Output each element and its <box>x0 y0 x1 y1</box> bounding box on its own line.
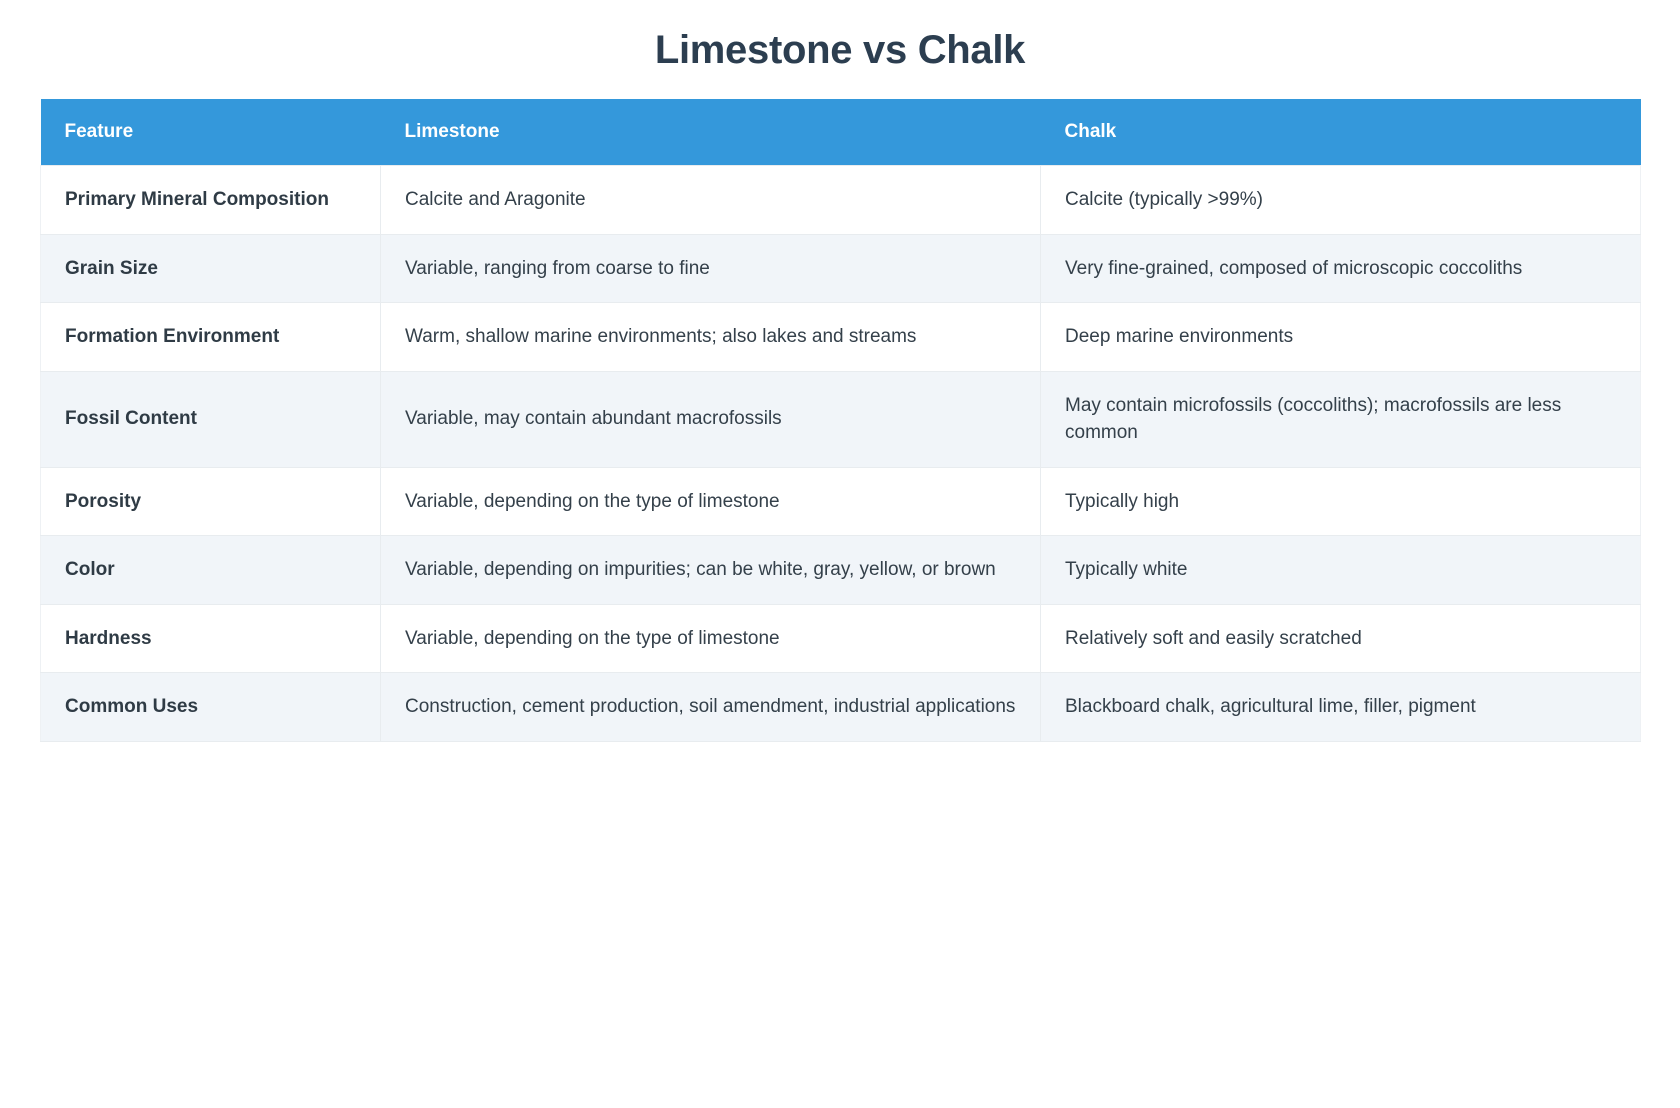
comparison-table <box>40 99 1641 742</box>
table-row <box>41 234 1641 303</box>
table-row <box>41 604 1641 673</box>
row-chalk-value: Deep marine environments <box>1041 303 1641 372</box>
row-chalk-value: Blackboard chalk, agricultural lime, filler, pigment <box>1041 673 1641 742</box>
row-chalk-value: May contain microfossils (coccoliths); macrofossils are less common <box>1041 371 1641 467</box>
table-row <box>41 166 1641 235</box>
page-title: Limestone vs Chalk <box>654 28 1026 72</box>
row-feature-label: Porosity <box>41 467 381 536</box>
row-chalk-value: Typically high <box>1041 467 1641 536</box>
column-header-chalk: Chalk <box>1041 99 1641 166</box>
row-limestone-value: Variable, depending on the type of limestone <box>381 467 1041 536</box>
row-limestone-value: Construction, cement production, soil amendment, industrial applications <box>381 673 1041 742</box>
row-limestone-value: Variable, may contain abundant macrofossils <box>381 371 1041 467</box>
table-body <box>41 166 1641 742</box>
row-limestone-value: Variable, depending on impurities; can be white, gray, yellow, or brown <box>381 536 1041 605</box>
row-feature-label: Common Uses <box>41 673 381 742</box>
row-feature-label: Primary Mineral Composition <box>41 166 381 235</box>
row-limestone-value: Calcite and Aragonite <box>381 166 1041 235</box>
row-feature-label: Fossil Content <box>41 371 381 467</box>
row-feature-label: Formation Environment <box>41 303 381 372</box>
row-chalk-value: Calcite (typically >99%) <box>1041 166 1641 235</box>
row-feature-label: Grain Size <box>41 234 381 303</box>
row-limestone-value: Variable, ranging from coarse to fine <box>381 234 1041 303</box>
table-header-row <box>41 99 1641 166</box>
row-feature-label: Color <box>41 536 381 605</box>
table-row <box>41 467 1641 536</box>
table-row <box>41 303 1641 372</box>
row-chalk-value: Relatively soft and easily scratched <box>1041 604 1641 673</box>
row-limestone-value: Warm, shallow marine environments; also lakes and streams <box>381 303 1041 372</box>
row-chalk-value: Typically white <box>1041 536 1641 605</box>
column-header-feature: Feature <box>41 99 381 166</box>
column-header-limestone: Limestone <box>381 99 1041 166</box>
row-limestone-value: Variable, depending on the type of limestone <box>381 604 1041 673</box>
table-row <box>41 371 1641 467</box>
comparison-table-container <box>40 99 1640 742</box>
table-header <box>41 99 1641 166</box>
row-chalk-value: Very fine-grained, composed of microscopic coccoliths <box>1041 234 1641 303</box>
table-row <box>41 673 1641 742</box>
row-feature-label: Hardness <box>41 604 381 673</box>
document-page <box>0 28 1680 1108</box>
table-row <box>41 536 1641 605</box>
